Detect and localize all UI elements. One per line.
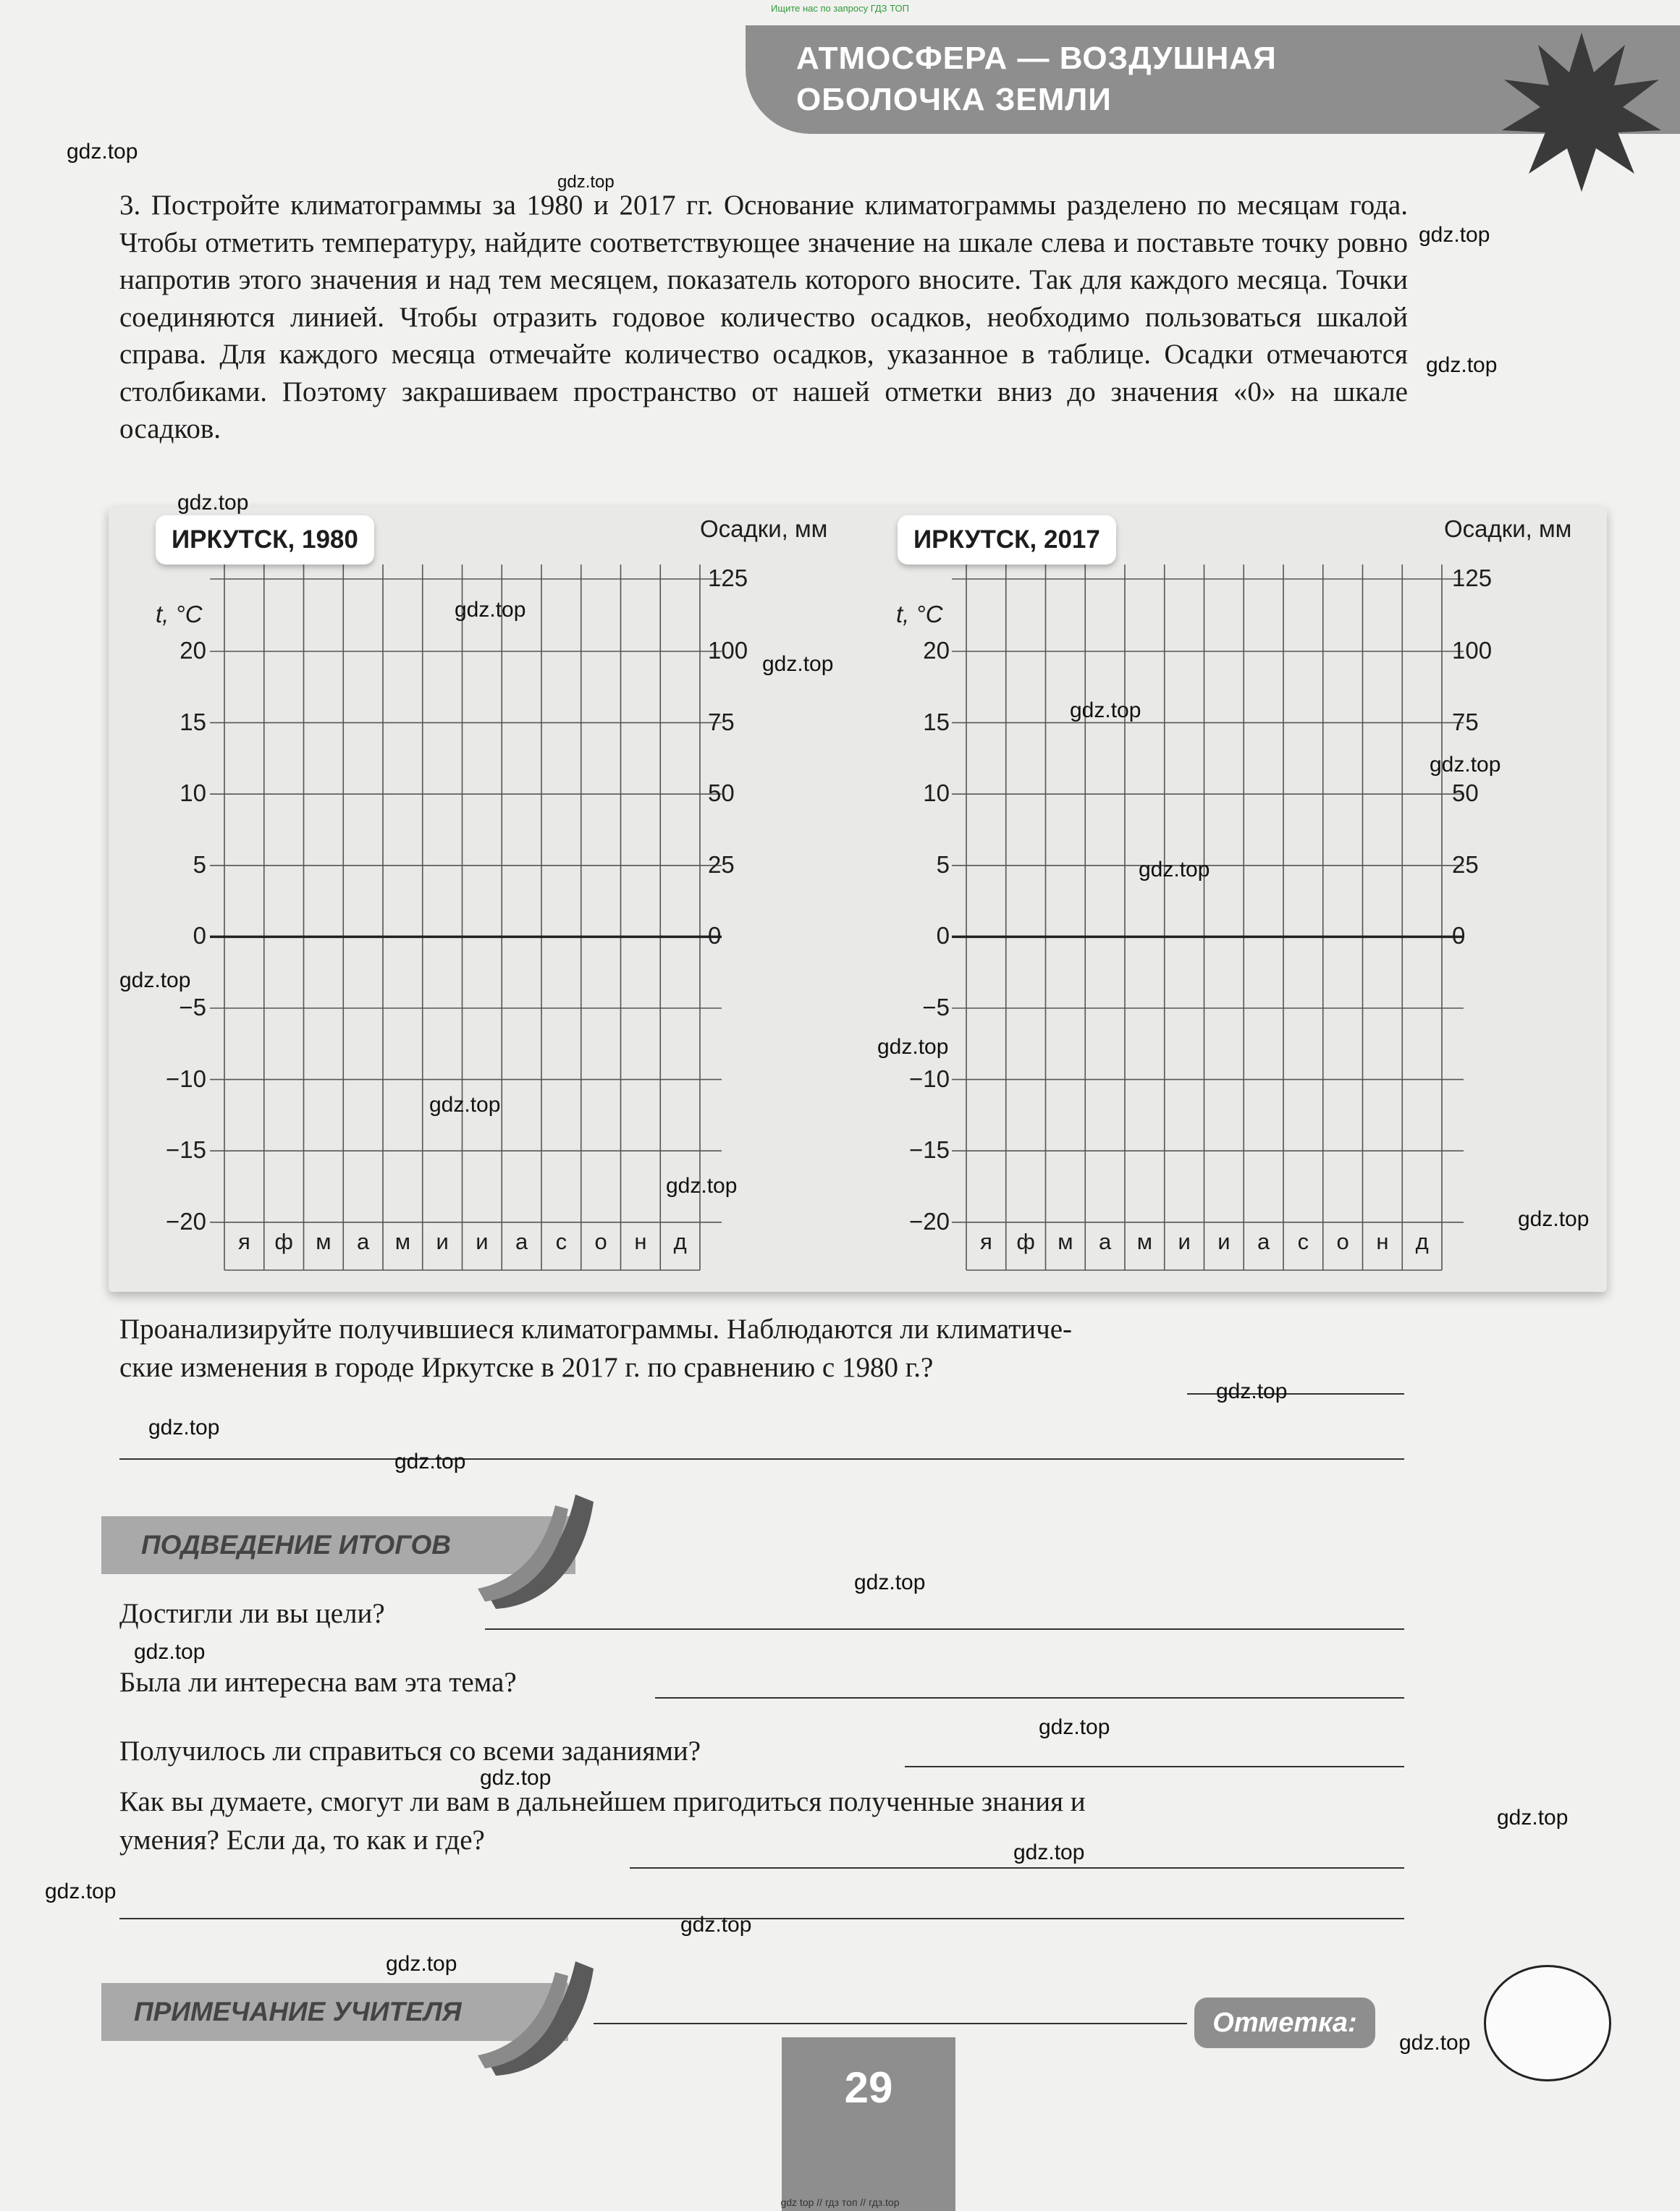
watermark: gdz.top	[1497, 1806, 1569, 1830]
month-label: и	[1178, 1229, 1191, 1254]
watermark: gdz.top	[557, 172, 615, 192]
summary-q1: Достигли ли вы цели?	[119, 1598, 385, 1629]
watermark: gdz.top	[1216, 1379, 1288, 1403]
precipitation-tick-label: 25	[1452, 850, 1479, 878]
task-3-instructions	[119, 187, 1408, 448]
summary-q3: Получилось ли справиться со всеми заданиями?	[119, 1736, 701, 1767]
precipitation-tick-label: 100	[1452, 637, 1493, 664]
temperature-tick-label: −15	[909, 1136, 950, 1164]
answer-line-q4-2[interactable]	[119, 1918, 1404, 1919]
chart-1980-title: ИРКУТСК, 1980	[156, 515, 374, 565]
precipitation-tick-label: 125	[708, 565, 748, 591]
chapter-title	[796, 38, 1277, 120]
month-label: а	[1257, 1229, 1270, 1254]
precipitation-tick-label: 125	[1452, 565, 1493, 591]
watermark: gdz.top	[854, 1570, 926, 1594]
temperature-tick-label: −10	[909, 1065, 950, 1092]
temperature-tick-label: 5	[936, 850, 950, 878]
watermark: gdz.top	[134, 1640, 206, 1664]
precipitation-tick-label: 0	[1452, 922, 1466, 950]
month-label: а	[357, 1229, 370, 1254]
watermark: gdz.top	[386, 1952, 457, 1976]
watermark: gdz.top	[429, 1093, 501, 1117]
analysis-question-line2: ские изменения в городе Иркутске в 2017 г. по сравнению с 1980 г.?	[119, 1352, 934, 1383]
month-label: а	[1099, 1229, 1112, 1254]
watermark: gdz.top	[177, 491, 249, 515]
summary-q2: Была ли интересна вам эта тема?	[119, 1667, 517, 1698]
watermark: gdz.top	[1013, 1840, 1085, 1864]
temperature-tick-label: −20	[909, 1207, 950, 1235]
watermark: gdz.top	[762, 652, 834, 676]
bottom-note: gdz top // гдз топ // гдз.top	[780, 2197, 900, 2208]
watermark: gdz.top	[45, 1880, 117, 1903]
answer-line-q1[interactable]	[485, 1628, 1404, 1630]
mark-circle[interactable]	[1484, 1965, 1611, 2081]
summary-q4-line2: умения? Если да, то как и где?	[119, 1825, 485, 1856]
temperature-tick-label: −5	[922, 994, 950, 1020]
chapter-title-line2: ОБОЛОЧКА ЗЕМЛИ	[796, 82, 1112, 117]
answer-line-q4-1[interactable]	[630, 1867, 1404, 1869]
watermark: gdz.top	[1430, 753, 1501, 777]
analysis-question-line1: Проанализируйте получившиеся климатограммы. Наблюдаются ли климатиче-	[119, 1314, 1073, 1345]
summary-q4-line1: Как вы думаете, смогут ли вам в дальнейшем пригодиться полученные знания и	[119, 1786, 1086, 1817]
precipitation-tick-label: 0	[708, 922, 722, 950]
precipitation-tick-label: 25	[708, 850, 735, 878]
watermark: gdz.top	[1039, 1715, 1110, 1739]
watermark: gdz.top	[1399, 2031, 1471, 2055]
watermark: gdz.top	[666, 1174, 738, 1198]
watermark: gdz.top	[394, 1450, 466, 1474]
month-label: м	[394, 1229, 411, 1254]
precipitation-tick-label: 75	[708, 708, 735, 735]
month-label: ф	[1016, 1229, 1035, 1254]
temperature-tick-label: −20	[166, 1207, 206, 1235]
temperature-tick-label: −5	[179, 994, 206, 1020]
month-label: с	[555, 1229, 567, 1254]
swoosh-icon	[474, 1487, 597, 1610]
answer-line-analysis-2[interactable]	[119, 1458, 1404, 1460]
month-label: ф	[274, 1229, 293, 1254]
temperature-tick-label: −10	[166, 1065, 206, 1092]
month-label: д	[673, 1229, 687, 1254]
watermark: gdz.top	[480, 1766, 552, 1790]
temperature-tick-label: 15	[180, 708, 206, 735]
top-note: Ищите нас по запросу ГДЗ ТОП	[771, 3, 909, 14]
month-label: и	[1217, 1229, 1231, 1254]
temperature-tick-label: 0	[193, 922, 206, 950]
mark-label: Отметка:	[1194, 1997, 1375, 2048]
climatogram-1980	[210, 565, 722, 1270]
teacher-note-line[interactable]	[594, 2023, 1187, 2024]
month-label: м	[1136, 1229, 1153, 1254]
watermark: gdz.top	[1070, 698, 1141, 722]
chart-1980-t-label: t, °C	[156, 601, 203, 627]
month-label: м	[1058, 1229, 1073, 1254]
chart-2017-t-label: t, °C	[896, 601, 943, 627]
watermark: gdz.top	[877, 1035, 949, 1059]
precipitation-tick-label: 100	[708, 637, 748, 664]
watermark: gdz.top	[67, 140, 138, 164]
month-label: я	[979, 1229, 992, 1254]
temperature-tick-label: 20	[923, 637, 950, 664]
analysis-question	[119, 1310, 1408, 1387]
watermark: gdz.top	[1518, 1207, 1590, 1231]
precipitation-tick-label: 50	[708, 779, 735, 807]
temperature-tick-label: 5	[193, 850, 206, 878]
star-burst-icon	[1498, 29, 1665, 195]
month-label: а	[515, 1229, 528, 1254]
watermark: gdz.top	[148, 1416, 220, 1440]
temperature-tick-label: 10	[923, 779, 950, 807]
precipitation-tick-label: 50	[1452, 779, 1479, 807]
teacher-note-heading: ПРИМЕЧАНИЕ УЧИТЕЛЯ	[101, 1983, 568, 2041]
month-label: с	[1297, 1229, 1309, 1254]
temperature-tick-label: 10	[180, 779, 206, 807]
month-label: и	[436, 1229, 449, 1254]
chapter-title-line1: АТМОСФЕРА — ВОЗДУШНАЯ	[796, 41, 1277, 76]
month-label: о	[594, 1229, 607, 1254]
summary-q4	[119, 1783, 1408, 1859]
precipitation-tick-label: 75	[1452, 708, 1479, 735]
month-label: м	[316, 1229, 332, 1254]
month-label: н	[634, 1229, 647, 1254]
answer-line-q3[interactable]	[905, 1766, 1404, 1767]
climatogram-2017	[952, 565, 1464, 1270]
watermark: gdz.top	[1426, 353, 1498, 377]
watermark: gdz.top	[1419, 223, 1490, 247]
chart-2017-precip-label: Осадки, мм	[1444, 515, 1572, 542]
climatogram-grids	[109, 507, 1607, 1292]
page-number: 29	[782, 2037, 955, 2211]
month-label: н	[1376, 1229, 1389, 1254]
task-3-text: 3. Постройте климатограммы за 1980 и 2017 гг. Основание климатограммы разделено по месяцам года. Чтобы отметить температуру, найдите соответствующее значение на шкале слева и поставьте точку ровно напротив этого значения и над тем месяцем, показатель которого вносите. Так для каждого месяца. Точки соединяются линией. Чтобы отразить годовое количество осадков, необходимо пользоваться шкалой справа. Для каждого месяца отмечайте количество осадков, указанное в таблице. Осадки отмечаются столбиками. Поэтому закрашиваем пространство от нашей отметки вниз до значения «0» на шкале осадков.	[119, 190, 1408, 444]
temperature-tick-label: 20	[180, 637, 206, 664]
temperature-tick-label: 0	[936, 922, 950, 950]
answer-line-q2[interactable]	[655, 1697, 1404, 1699]
summary-heading: ПОДВЕДЕНИЕ ИТОГОВ	[101, 1516, 575, 1574]
watermark: gdz.top	[455, 598, 526, 622]
chart-2017-title: ИРКУТСК, 2017	[898, 515, 1116, 565]
chart-1980-precip-label: Осадки, мм	[700, 515, 828, 542]
month-label: о	[1336, 1229, 1349, 1254]
temperature-tick-label: −15	[166, 1136, 206, 1164]
watermark: gdz.top	[119, 968, 191, 992]
watermark: gdz.top	[680, 1913, 752, 1937]
month-label: я	[237, 1229, 250, 1254]
watermark: gdz.top	[1139, 858, 1210, 882]
month-label: и	[476, 1229, 489, 1254]
swoosh-icon-2	[474, 1954, 597, 2077]
temperature-tick-label: 15	[923, 708, 950, 735]
month-label: д	[1415, 1229, 1429, 1254]
